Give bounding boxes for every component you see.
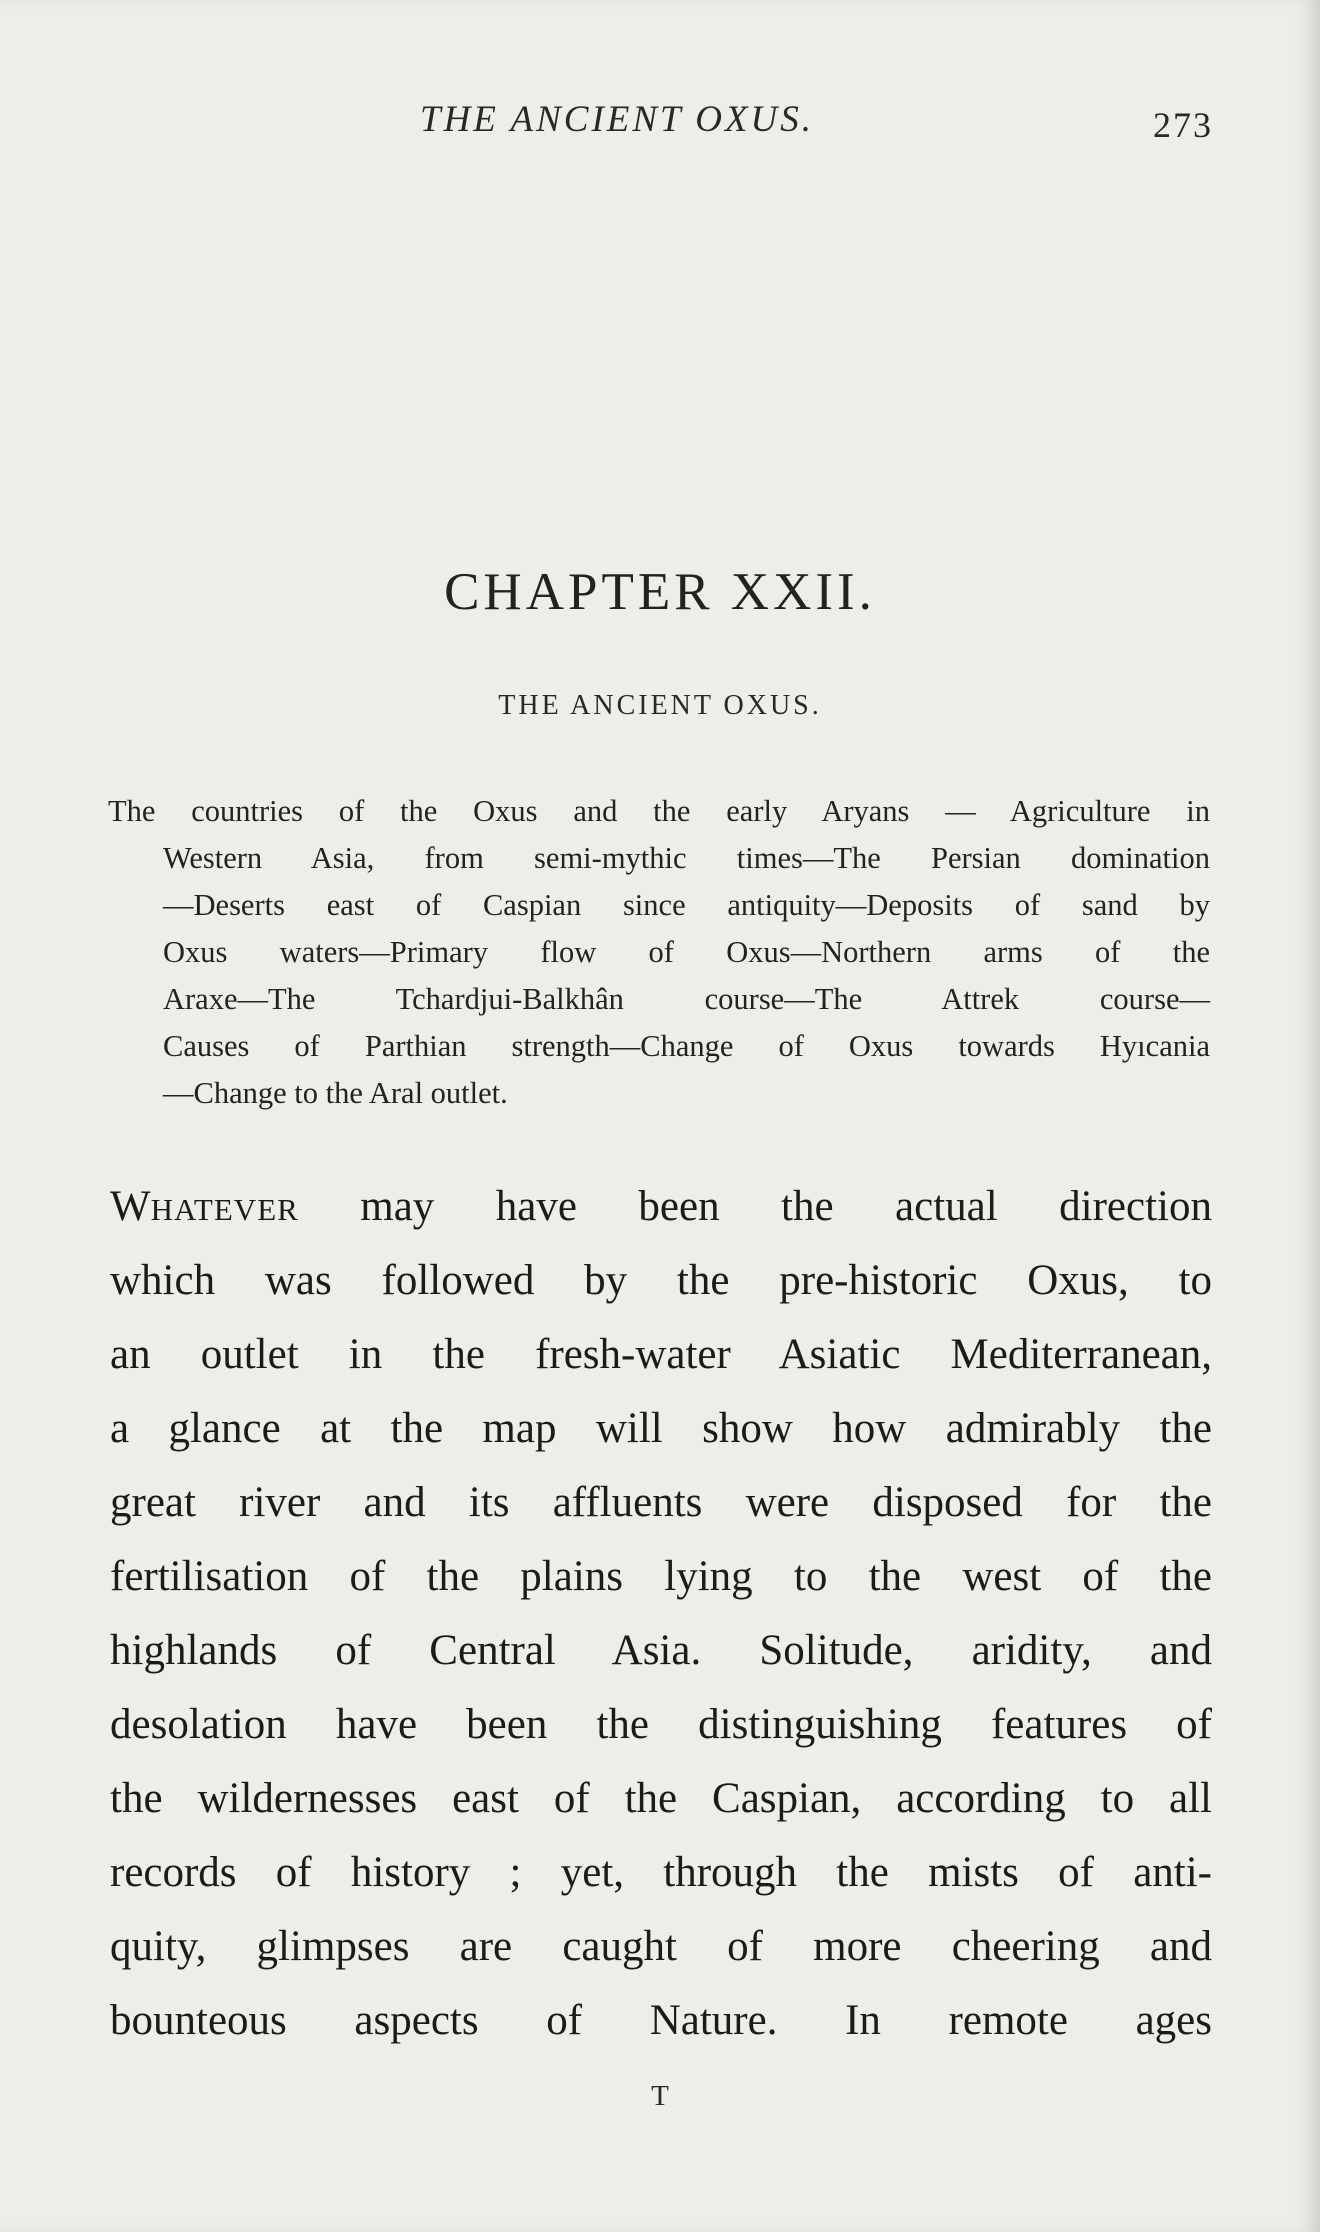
synopsis-line: Causes of Parthian strength—Change of Oxus towards Hyıcania (163, 1029, 1210, 1063)
synopsis-line: Araxe—The Tchardjui-Balkhân course—The Attrek course— (163, 982, 1210, 1016)
chapter-subtitle: THE ANCIENT OXUS. (498, 690, 822, 721)
body-line: records of history ; yet, through the mists of anti- (110, 1849, 1212, 1896)
body-line: which was followed by the pre-historic Oxus, to (110, 1257, 1212, 1304)
page-number: 273 (1153, 105, 1213, 145)
synopsis-line: Western Asia, from semi-mythic times—The Persian domination (163, 841, 1210, 875)
synopsis-line: —Change to the Aral outlet. (163, 1076, 508, 1110)
synopsis-line: Oxus waters—Primary flow of Oxus—Northern arms of the (163, 935, 1210, 969)
synopsis-line: —Deserts east of Caspian since antiquity—Deposits of sand by (163, 888, 1210, 922)
chapter-synopsis (108, 788, 1210, 1117)
signature-mark: T (651, 2080, 669, 2112)
body-line: bounteous aspects of Nature. In remote ages (110, 1997, 1212, 2044)
chapter-heading: CHAPTER XXII. (444, 563, 876, 621)
running-head (0, 98, 1320, 158)
body-line: the wildernesses east of the Caspian, according to all (110, 1775, 1212, 1822)
body-line: a glance at the map will show how admirably the (110, 1405, 1212, 1452)
opening-smallcaps: HATEVER (150, 1192, 299, 1227)
body-line: quity, glimpses are caught of more cheering and (110, 1923, 1212, 1970)
body-paragraph (110, 1170, 1212, 2058)
body-line: an outlet in the fresh-water Asiatic Mediterranean, (110, 1331, 1212, 1378)
body-line: fertilisation of the plains lying to the west of the (110, 1553, 1212, 1600)
opening-initial: W (110, 1183, 151, 1230)
body-line: desolation have been the distinguishing features of (110, 1701, 1212, 1748)
body-line-first (110, 1170, 1212, 1244)
body-line: great river and its affluents were disposed for the (110, 1479, 1212, 1526)
synopsis-line: The countries of the Oxus and the early Aryans — Agriculture in (108, 794, 1210, 828)
body-line: highlands of Central Asia. Solitude, aridity, and (110, 1627, 1212, 1674)
body-line-first-rest: may have been the actual direction (298, 1183, 1212, 1230)
running-title: THE ANCIENT OXUS. (420, 99, 814, 140)
